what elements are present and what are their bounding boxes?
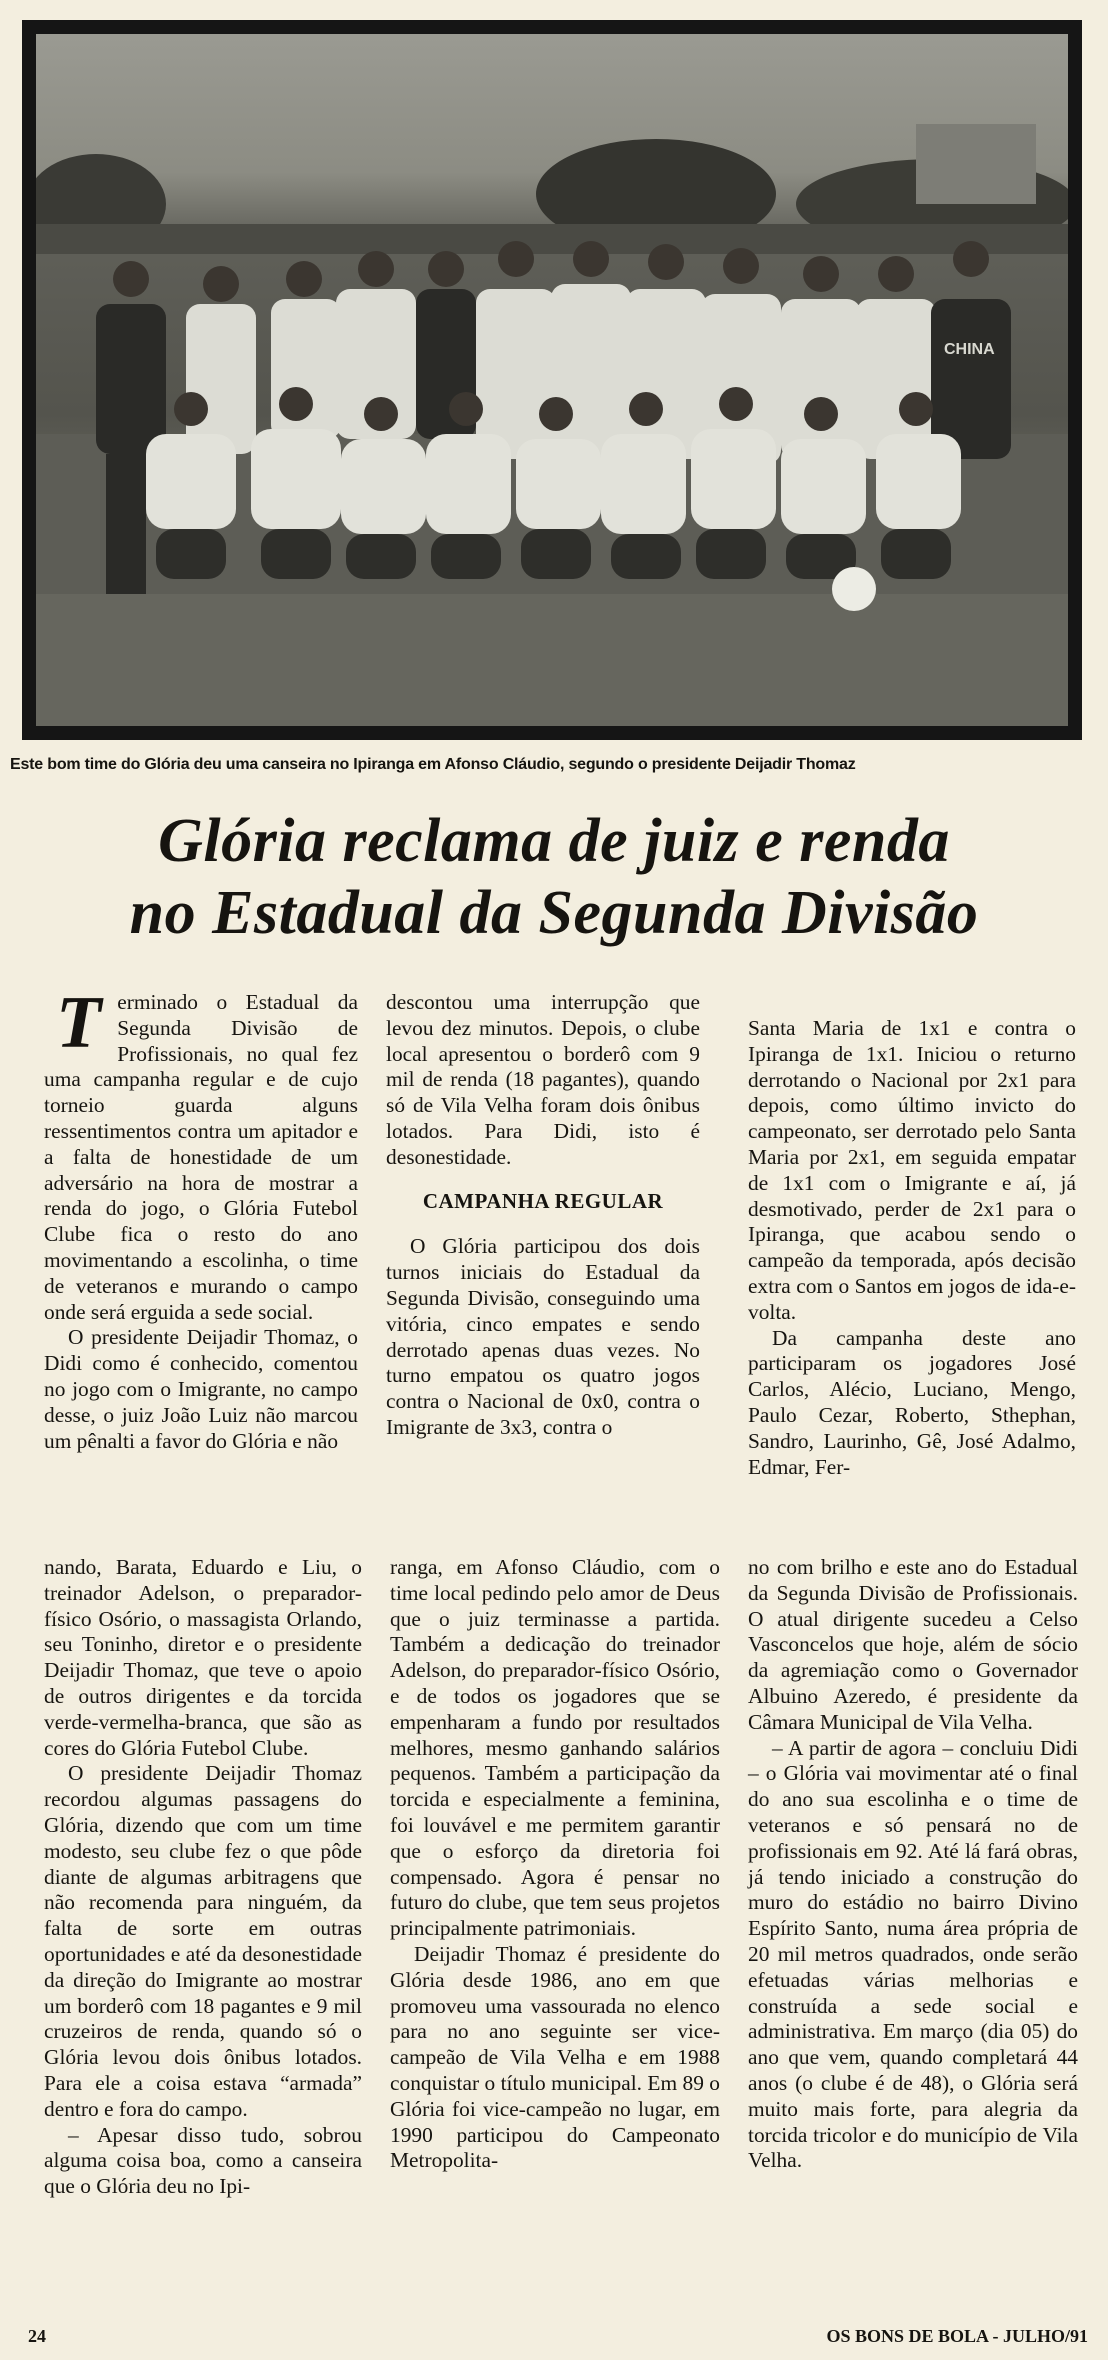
article-bottom-col-2 <box>390 1555 720 2174</box>
paragraph: erminado o Estadual da Segunda Divisão de Profissionais, no qual fez uma campanha regular e de cujo torneio guarda alguns ressentimentos contra um apitador e a falta de honestidade de um adversário na hora de mostrar a renda do jogo, o Glória Futebol Clube fica o resto do ano movimentando a escolinha, o time de veteranos e murando o campo onde será erguida a sede social. <box>44 990 358 1324</box>
article-bottom-col-3 <box>748 1555 1078 2174</box>
paragraph: descontou uma interrupção que levou dez minutos. Depois, o clube local apresentou o borderô com 9 mil de renda (18 pagantes), quando só de Vila Velha foram dois ônibus lotados. Para Didi, isto é desonestidade. <box>386 990 700 1169</box>
article-top-col-3 <box>748 1016 1076 1480</box>
drop-cap: T <box>56 982 102 1064</box>
shirt-text: CHINA <box>944 341 995 358</box>
page-number: 24 <box>28 2326 46 2346</box>
paragraph: O presidente Deijadir Thomaz, o Didi como é conhecido, comentou no jogo com o Imigrante, no campo desse, o juiz João Luiz não marcou um pênalti a favor do Glória e não <box>44 1325 358 1453</box>
team-photo-image <box>36 34 1068 726</box>
headline-line-2: no Estadual da Segunda Divisão <box>129 879 979 947</box>
paragraph: no com brilho e este ano do Estadual da Segunda Divisão de Profissionais. O atual dirigente sucedeu a Celso Vasconcelos que hoje, além de sócio da agremiação como o Governador Albuino Azeredo, é presidente da Câmara Municipal de Vila Velha. <box>748 1555 1078 1734</box>
article-top-col-2 <box>386 990 700 1441</box>
paragraph: Deijadir Thomaz é presidente do Glória desde 1986, ano em que promoveu uma vassourada no elenco para no ano seguinte ser vice-campeão de Vila Velha e em 1988 conquistar o título municipal. Em 89 o Glória foi vice-campeão no lugar, em 1990 participou do Campeonato Metropolita- <box>390 1941 720 2173</box>
paragraph: Da campanha deste ano participaram os jogadores José Carlos, Alécio, Luciano, Mengo, Paulo Cezar, Roberto, Sthephan, Sandro, Laurinho, Gê, José Adalmo, Edmar, Fer- <box>748 1325 1076 1479</box>
section-heading: CAMPANHA REGULAR <box>422 1188 664 1213</box>
headline-line-1: Glória reclama de juiz e renda <box>158 807 950 875</box>
paragraph: nando, Barata, Eduardo e Liu, o treinador Adelson, o preparador-físico Osório, o massagista Orlando, seu Toninho, diretor e o presidente Deijadir Thomaz, que teve o apoio de outros dirigentes e da torcida verde-vermelha-branca, que são as cores do Glória Futebol Clube. <box>44 1555 362 1760</box>
paragraph: Santa Maria de 1x1 e contra o Ipiranga de 1x1. Iniciou o returno derrotando o Nacional por 2x1 para depois, como último invicto do campeonato, ser derrotado pelo Santa Maria por 2x1, em seguida empatar de 1x1 com o Imigrante e aí, já desmotivado, perder de 2x1 para o Ipiranga, que acabou sendo o campeão da temporada, após decisão extra com o Santos em jogos de ida-e-volta. <box>748 1016 1076 1324</box>
paragraph: – Apesar disso tudo, sobrou alguma coisa boa, como a canseira que o Glória deu no Ipi- <box>44 2122 362 2199</box>
paragraph: ranga, em Afonso Cláudio, com o time local pedindo pelo amor de Deus que o juiz terminasse a partida. Também a dedicação do treinador Adelson, do preparador-físico Osório, e de todos os jogadores que se empenharam a fundo por resultados melhores, mesmo ganhando salários pequenos. Também a participação da torcida e especialmente a feminina, foi louvável e me permitem garantir que o esforço da diretoria foi compensado. Agora é pensar no futuro do clube, que tem seus projetos principalmente patrimoniais. <box>390 1555 720 1941</box>
headline <box>0 805 1108 949</box>
paragraph: – A partir de agora – concluiu Didi – o Glória vai movimentar até o final do ano sua escolinha e o time de veteranos e só pensará no de profissionais em 92. Até lá fará obras, já tendo iniciado a construção do muro do estádio no bairro Divino Espírito Santo, numa área própria de 20 mil metros quadrados, onde serão efetuadas várias melhorias e construída a sede social e administrativa. Em março (dia 05) do ano que vem, quando completará 44 anos (o clube é de 48), o Glória será muito mais forte, para alegria da torcida tricolor e do município de Vila Velha. <box>748 1735 1078 2173</box>
football <box>832 567 876 611</box>
team-photo <box>22 20 1082 740</box>
photo-caption: Este bom time do Glória deu uma canseira no Ipiranga em Afonso Cláudio, segundo o presidente Deijadir Thomaz <box>10 756 856 773</box>
publication-footer: OS BONS DE BOLA - JULHO/91 <box>826 2326 1088 2346</box>
article-top-col-1 <box>44 982 358 1454</box>
paragraph: O presidente Deijadir Thomaz recordou algumas passagens do Glória, dizendo que com um time modesto, seu clube fez o que pôde diante de algumas arbitragens que não recomenda para ninguém, da falta de sorte em outras oportunidades e até da desonestidade da direção do Imigrante ao mostrar um borderô com 18 pagantes e 9 mil cruzeiros de renda, quando só o Glória levou dois ônibus lotados. Para ele a coisa estava “armada” dentro e fora do campo. <box>44 1761 362 2121</box>
paragraph: O Glória participou dos dois turnos iniciais do Estadual da Segunda Divisão, conseguindo uma vitória, cinco empates e sendo derrotado apenas duas vezes. No turno empatou os quatro jogos contra o Nacional de 0x0, contra o Imigrante de 3x3, contra o <box>386 1234 700 1439</box>
article-bottom-col-1 <box>44 1555 362 2200</box>
